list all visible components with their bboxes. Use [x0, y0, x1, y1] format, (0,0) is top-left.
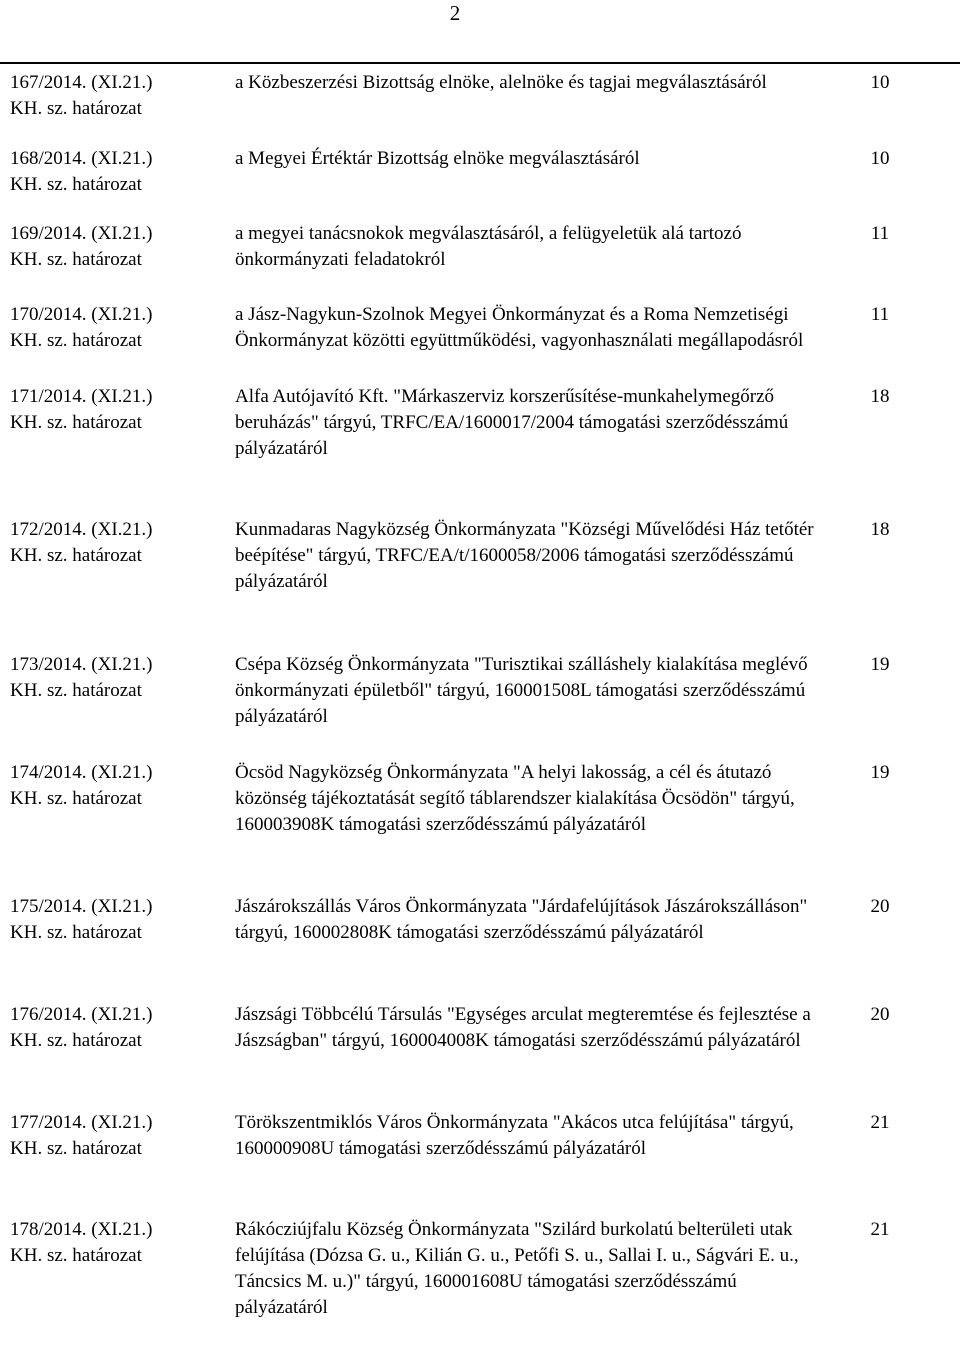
resolution-title: Öcsöd Nagyközség Önkormányzata "A helyi lakosság, a cél és átutazó közönség tájékoztatását segítő táblarendszer kialakítása Öcsödön" tárgyú, 160003908K támogatási szerződésszámú pályázatáról — [235, 762, 795, 835]
resolution-title: Törökszentmiklós Város Önkormányzata "Akácos utca felújítása" tárgyú, 160000908U támogatási szerződésszámú pályázatáról — [235, 1112, 794, 1159]
resolution-title: Jászárokszállás Város Önkormányzata "Járdafelújítások Jászárokszálláson" tárgyú, 160002808K támogatási szerződésszámú pályázatáról — [235, 896, 808, 943]
page-reference: 10 — [870, 72, 890, 93]
resolution-number: 175/2014. (XI.21.) KH. sz. határozat — [10, 896, 153, 943]
resolution-number: 173/2014. (XI.21.) KH. sz. határozat — [10, 654, 153, 701]
resolution-number: 172/2014. (XI.21.) KH. sz. határozat — [10, 519, 153, 566]
resolution-title: Csépa Község Önkormányzata "Turisztikai szálláshely kialakítása meglévő önkormányzati épületből" tárgyú, 160001508L támogatási szerződésszámú pályázatáról — [235, 654, 808, 727]
page-reference: 11 — [870, 223, 890, 244]
page-reference: 21 — [870, 1112, 890, 1133]
page-number: 2 — [449, 1, 461, 25]
page-reference: 11 — [870, 304, 890, 325]
resolution-number: 178/2014. (XI.21.) KH. sz. határozat — [10, 1219, 153, 1266]
page-reference: 19 — [870, 654, 890, 675]
resolution-title: Rákócziújfalu Község Önkormányzata "Szilárd burkolatú belterületi utak felújítása (Dózsa G. u., Kilián G. u., Petőfi S. u., Sallai I. u., Ságvári E. u., Táncsics M. u.)" tárgyú, 160001608U támogatási szerződésszámú pályázatáról — [235, 1219, 799, 1318]
resolution-number: 171/2014. (XI.21.) KH. sz. határozat — [10, 386, 153, 433]
resolution-number: 170/2014. (XI.21.) KH. sz. határozat — [10, 304, 153, 351]
resolution-title: a Közbeszerzési Bizottság elnöke, alelnöke és tagjai megválasztásáról — [235, 72, 767, 93]
resolution-title: a megyei tanácsnokok megválasztásáról, a felügyeletük alá tartozó önkormányzati feladatokról — [235, 223, 742, 270]
resolution-number: 167/2014. (XI.21.) KH. sz. határozat — [10, 72, 153, 119]
resolution-title: Jászsági Többcélú Társulás "Egységes arculat megteremtése és fejlesztése a Jászságban" tárgyú, 160004008K támogatási szerződésszámú pályázatáról — [235, 1004, 811, 1051]
resolution-number: 168/2014. (XI.21.) KH. sz. határozat — [10, 148, 153, 195]
page-reference: 21 — [870, 1219, 890, 1240]
page-reference: 18 — [870, 519, 890, 540]
resolution-number: 169/2014. (XI.21.) KH. sz. határozat — [10, 223, 153, 270]
page-reference: 18 — [870, 386, 890, 407]
page-reference: 10 — [870, 148, 890, 169]
resolution-number: 176/2014. (XI.21.) KH. sz. határozat — [10, 1004, 153, 1051]
page-reference: 19 — [870, 762, 890, 783]
resolution-title: a Megyei Értéktár Bizottság elnöke megválasztásáról — [235, 148, 640, 169]
page-reference: 20 — [870, 896, 890, 917]
resolution-number: 177/2014. (XI.21.) KH. sz. határozat — [10, 1112, 153, 1159]
resolution-title: Alfa Autójavító Kft. "Márkaszerviz korszerűsítése-munkahelymegőrző beruházás" tárgyú, TRFC/EA/1600017/2004 támogatási szerződésszámú pályázatáról — [235, 386, 789, 459]
resolution-index-table — [0, 62, 960, 1318]
page-reference: 20 — [870, 1004, 890, 1025]
resolution-number: 174/2014. (XI.21.) KH. sz. határozat — [10, 762, 153, 809]
resolution-title: Kunmadaras Nagyközség Önkormányzata "Községi Művelődési Ház tetőtér beépítése" tárgyú, TRFC/EA/t/1600058/2006 támogatási szerződésszámú pályázatáról — [235, 519, 814, 592]
resolution-title: a Jász-Nagykun-Szolnok Megyei Önkormányzat és a Roma Nemzetiségi Önkormányzat közötti együttműködési, vagyonhasználati megállapodásról — [235, 304, 804, 351]
